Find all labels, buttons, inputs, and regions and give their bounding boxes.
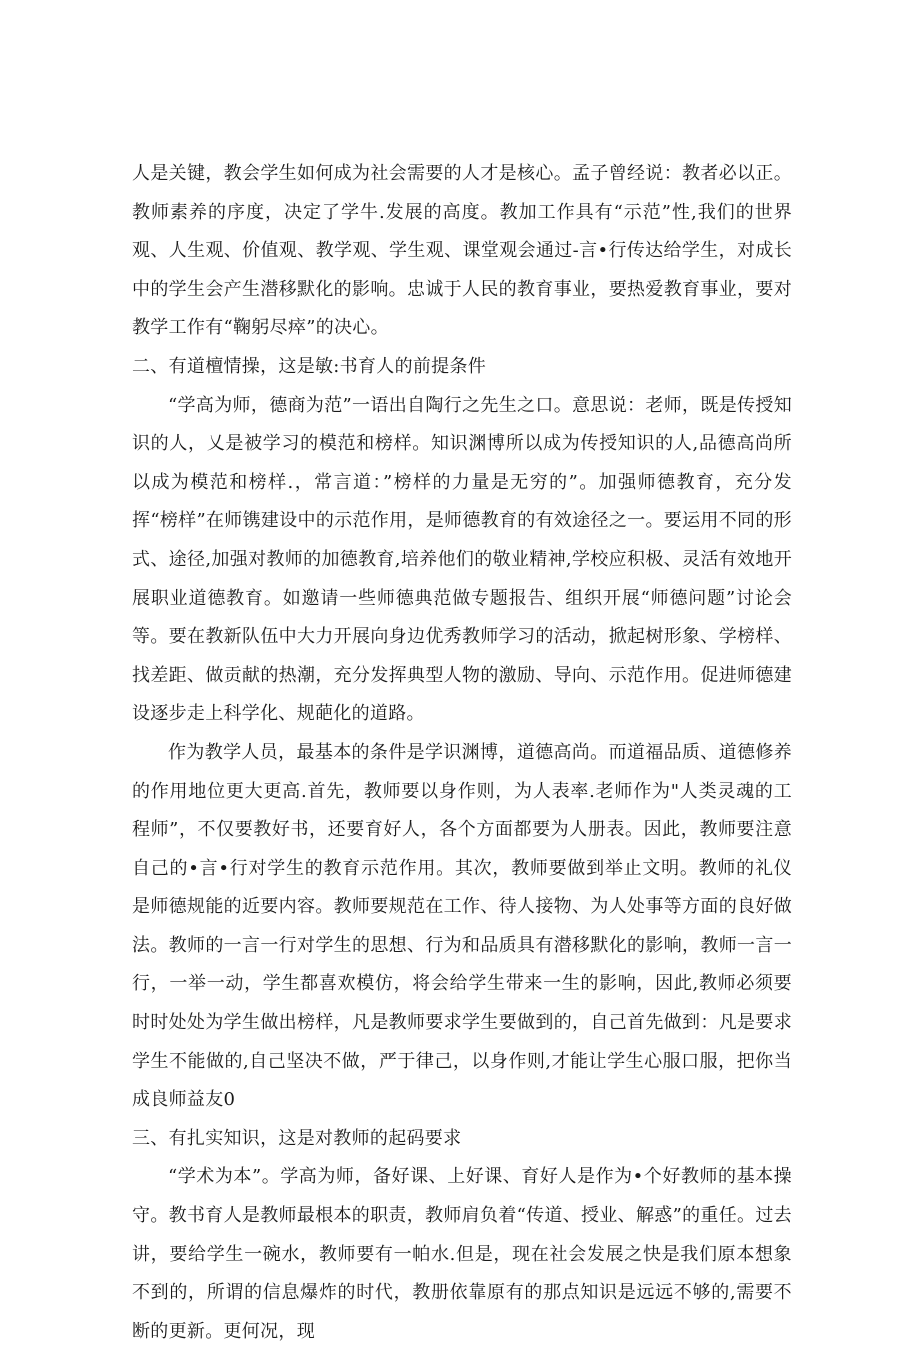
document-body (132, 155, 792, 1351)
body-paragraph: 人是关键，教会学生如何成为社会需要的人才是核心。孟子曾经说：教者必以正。教师素养的序度，决定了学牛.发展的高度。教加工作具有“示范”性,我们的世界观、人生观、价值观、教学观、学生观、课堂观会通过-言•行传达给学生，对成长中的学生会产生潜移默化的影响。忠诚于人民的教育事业，要热爱教育事业，要对教学工作有“鞠躬尽瘁”的决心。 (132, 163, 792, 339)
body-paragraph: “学术为本”。学高为师，备好课、上好课、育好人是作为•个好教师的基本操守。教书育人是教师最根本的职责，教师肩负着“传道、授业、解惑”的重任。过去讲，要给学生一碗水，教师要有一帕水.但是，现在社会发展之快是我们原本想象不到的，所谓的信息爆炸的时代，教册依靠原有的那点知识是远远不够的,需要不断的更新。更何况，现 (132, 1166, 792, 1342)
body-paragraph: 作为教学人员，最基本的条件是学识渊博，道德高尚。而道福品质、道德修养的作用地位更大更高.首先，教师要以身作则，为人表率.老师作为"人类灵魂的工程师”，不仅要教好书，还要育好人，各个方面都要为人册表。因此，教师要注意自己的•言•行对学生的教育示范作用。其次，教师要做到举止文明。教师的礼仪是师德规能的近要内容。教师要规范在工作、待人接物、为人处事等方面的良好做法。教师的一言一行对学生的思想、行为和品质具有潜移默化的影响，教师一言一行，一举一动，学生都喜欢模仿，将会给学生带来一生的影响，因此,教师必须要时时处处为学生做出榜样，凡是教师要求学生要做到的，自己首先做到：凡是要求学生不能做的,自己坚决不做，严于律己，以身作则,才能让学生心服口服，把你当成良师益友0 (132, 741, 792, 1111)
body-paragraph: “学高为师，德商为范”一语出自陶行之先生之口。意思说：老师，既是传授知识的人，乂是被学习的模范和榜样。知识渊博所以成为传授知识的人,品德高尚所以成为模范和榜样.，常言道：”榜样的力量是无穷的”。加强师德教育，充分发挥“榜样”在师镌建设中的示范作用，是师德教育的有效途径之一。要运用不同的形式、途径,加强对教师的加德教育,培养他们的敬业精神,学校应积极、灵活有效地开展职业道德教育。如邀请一些师德典范做专题报告、组织开展“师德问题”讨论会等。要在教新队伍中大力开展向身边优秀教师学习的活动，掀起树形象、学榜样、找差距、做贡献的热潮，充分发挥典型人物的激励、导向、示范作用。促进师德建设逐步走上科学化、规葩化的道路。 (132, 394, 792, 725)
section-heading: 二、有道檀情操，这是敏:书育人的前提条件 (132, 355, 487, 377)
section-heading: 三、有扎实知识，这是对教师的起码要求 (132, 1127, 462, 1149)
